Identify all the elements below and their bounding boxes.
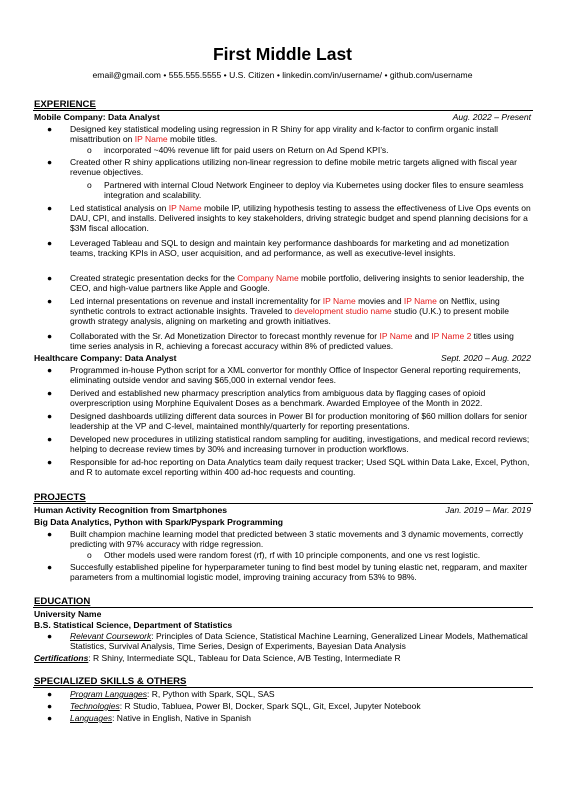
bullet-icon: ●	[47, 713, 53, 723]
section-title-experience: EXPERIENCE	[34, 99, 96, 110]
project-title: Human Activity Recognition from Smartphones	[34, 505, 228, 515]
sub-bullet-item: o Other models used were random forest (rf), rf with 10 principle components, and one vs rest logistic.	[87, 550, 481, 560]
section-divider	[33, 110, 533, 111]
bullet-item: ● Designed key statistical modeling using regression in R Shiny for app virality and k-factor to confirm organic install misattribution on IP Name mobile titles.	[47, 124, 499, 145]
job-dates: Aug. 2022 – Present	[452, 112, 531, 122]
bullet-icon: ●	[47, 411, 53, 421]
bullet-icon: ●	[47, 203, 53, 213]
bullet-item: ● Led statistical analysis on IP Name mobile IP, utilizing hypothesis testing to assess the effectiveness of Live Ops events on DAU, CPI, and installs. Delivered insights to key stakeholders, driving strategic budget and spend planning decisions for a $3M fiscal allocation.	[47, 203, 531, 234]
bullet-icon: ●	[47, 631, 53, 641]
project-header	[34, 505, 531, 516]
section-divider	[33, 687, 533, 688]
bullet-icon: ●	[47, 388, 53, 398]
bullet-icon: ●	[47, 701, 53, 711]
job-title: Mobile Company: Data Analyst	[34, 112, 160, 122]
bullet-icon: ●	[47, 457, 53, 467]
bullet-item: ● Led internal presentations on revenue and install incrementality for IP Name movies and IP Name on Netflix, using synthetic controls to extract actionable insights. Traveled to development studio name studio (U.K.) to present mobile growth strategy analysis, aligning on marketing and growth initiatives.	[47, 296, 509, 327]
project-dates: Jan. 2019 – Mar. 2019	[445, 505, 531, 515]
contact-line: email@gmail.com • 555.555.5555 • U.S. Citizen • linkedin.com/in/username/ • github.com/username	[92, 70, 473, 80]
bullet-item: ● Succesfully established pipeline for hyperparameter tuning to find best model by tuning elastic net, regparam, and maxiter parameters from a multinomial logistic model, improving training accuracy from 53% to 98%.	[47, 562, 528, 583]
section-title-education: EDUCATION	[34, 596, 91, 607]
sub-bullet-icon: o	[87, 180, 92, 190]
bullet-icon: ●	[47, 434, 53, 444]
degree: B.S. Statistical Science, Department of Statistics	[34, 620, 233, 630]
bullet-item: ● Built champion machine learning model that predicted between 3 static movements and 3 dynamic movements, correctly predicting with 97% accuracy with ridge regression.	[47, 529, 524, 550]
candidate-name: First Middle Last	[212, 44, 353, 64]
bullet-item: ● Leveraged Tableau and SQL to design and maintain key performance dashboards for marketing and ad monetization teams, tracking KPIs in ASO, user acquisition, and ad performance, as well as executive-level insights.	[47, 238, 509, 259]
bullet-icon: ●	[47, 689, 53, 699]
coursework-item: ● Relevant Coursework: Principles of Data Science, Statistical Machine Learning, Generalized Linear Models, Mathematical Statistics, Survival Analysis, Time Series, Design of Experiments, Bayesian Data Analysis	[47, 631, 528, 652]
skill-item: ● Technologies: R Studio, Tabluea, Power BI, Docker, Spark SQL, Git, Excel, Jupyter Notebook	[47, 701, 421, 711]
bullet-item: ● Designed dashboards utilizing different data sources in Power BI for production monitoring of $60 million dollars for senior leadership at the VP and C-level, maintained monthly/quarterly for reporting presentations.	[47, 411, 528, 432]
certifications: Certifications: R Shiny, Intermediate SQL, Tableau for Data Science, A/B Testing, Intermediate R	[34, 653, 401, 663]
bullet-icon: ●	[47, 238, 53, 248]
sub-bullet-icon: o	[87, 550, 92, 560]
bullet-icon: ●	[47, 124, 53, 134]
bullet-item: ● Collaborated with the Sr. Ad Monetization Director to forecast monthly revenue for IP Name and IP Name 2 titles using time series analysis in R, achieving a forecast accuracy within 8% of predicted values.	[47, 331, 514, 352]
bullet-item: ● Responsible for ad-hoc reporting on Data Analytics team daily request tracker; Used SQL within Data Lake, Excel, Python, and R to automate excel reporting within 400 ad-hoc requests and counting.	[47, 457, 530, 478]
sub-bullet-item: o incorporated ~40% revenue lift for paid users on Return on Ad Spend KPI’s.	[87, 145, 389, 155]
school-name: University Name	[34, 609, 102, 619]
bullet-item: ● Developed new procedures in utilizing statistical random sampling for auditing, investigations, and medical record reviews; helping to decrease review times by 30% and increasing turnover in production workflows.	[47, 434, 530, 455]
project-subtitle: Big Data Analytics, Python with Spark/Pyspark Programming	[34, 517, 283, 527]
bullet-icon: ●	[47, 331, 53, 341]
bullet-icon: ●	[47, 296, 53, 306]
job-header	[34, 112, 531, 123]
section-divider	[33, 503, 533, 504]
skill-item: ● Program Languages: R, Python with Spark, SQL, SAS	[47, 689, 275, 699]
bullet-item: ● Programmed in-house Python script for a XML convertor for monthly Office of Inspector General reporting requirements, eliminating outside vendor and saving $65,000 in external vendor fees.	[47, 365, 521, 386]
job-dates: Sept. 2020 – Aug. 2022	[441, 353, 531, 363]
sub-bullet-icon: o	[87, 145, 92, 155]
bullet-icon: ●	[47, 562, 53, 572]
section-title-projects: PROJECTS	[34, 492, 86, 503]
section-title-skills: SPECIALIZED SKILLS & OTHERS	[34, 676, 187, 687]
bullet-item: ● Derived and established new pharmacy prescription analytics from ambiguous data by flagging cases of opioid overprescription using Morphine Equivalent Doses as a benchmark. Awarded Employee of the Month in 2022.	[47, 388, 486, 409]
bullet-icon: ●	[47, 273, 53, 283]
job-title: Healthcare Company: Data Analyst	[34, 353, 177, 363]
bullet-item: ● Created other R shiny applications utilizing non-linear regression to define mobile metric targets aligned with fiscal year revenue objectives.	[47, 157, 517, 178]
skill-item: ● Languages: Native in English, Native in Spanish	[47, 713, 251, 723]
bullet-icon: ●	[47, 529, 53, 539]
bullet-icon: ●	[47, 365, 53, 375]
bullet-item: ● Created strategic presentation decks for the Company Name mobile portfolio, delivering insights to senior leadership, the CEO, and high-value partners like Apple and Google.	[47, 273, 525, 294]
bullet-icon: ●	[47, 157, 53, 167]
section-divider	[33, 607, 533, 608]
job-header	[34, 353, 531, 364]
sub-bullet-item: o Partnered with internal Cloud Network Engineer to deploy via Kubernetes using docker files to ensure seamless integration and scalability.	[87, 180, 524, 201]
